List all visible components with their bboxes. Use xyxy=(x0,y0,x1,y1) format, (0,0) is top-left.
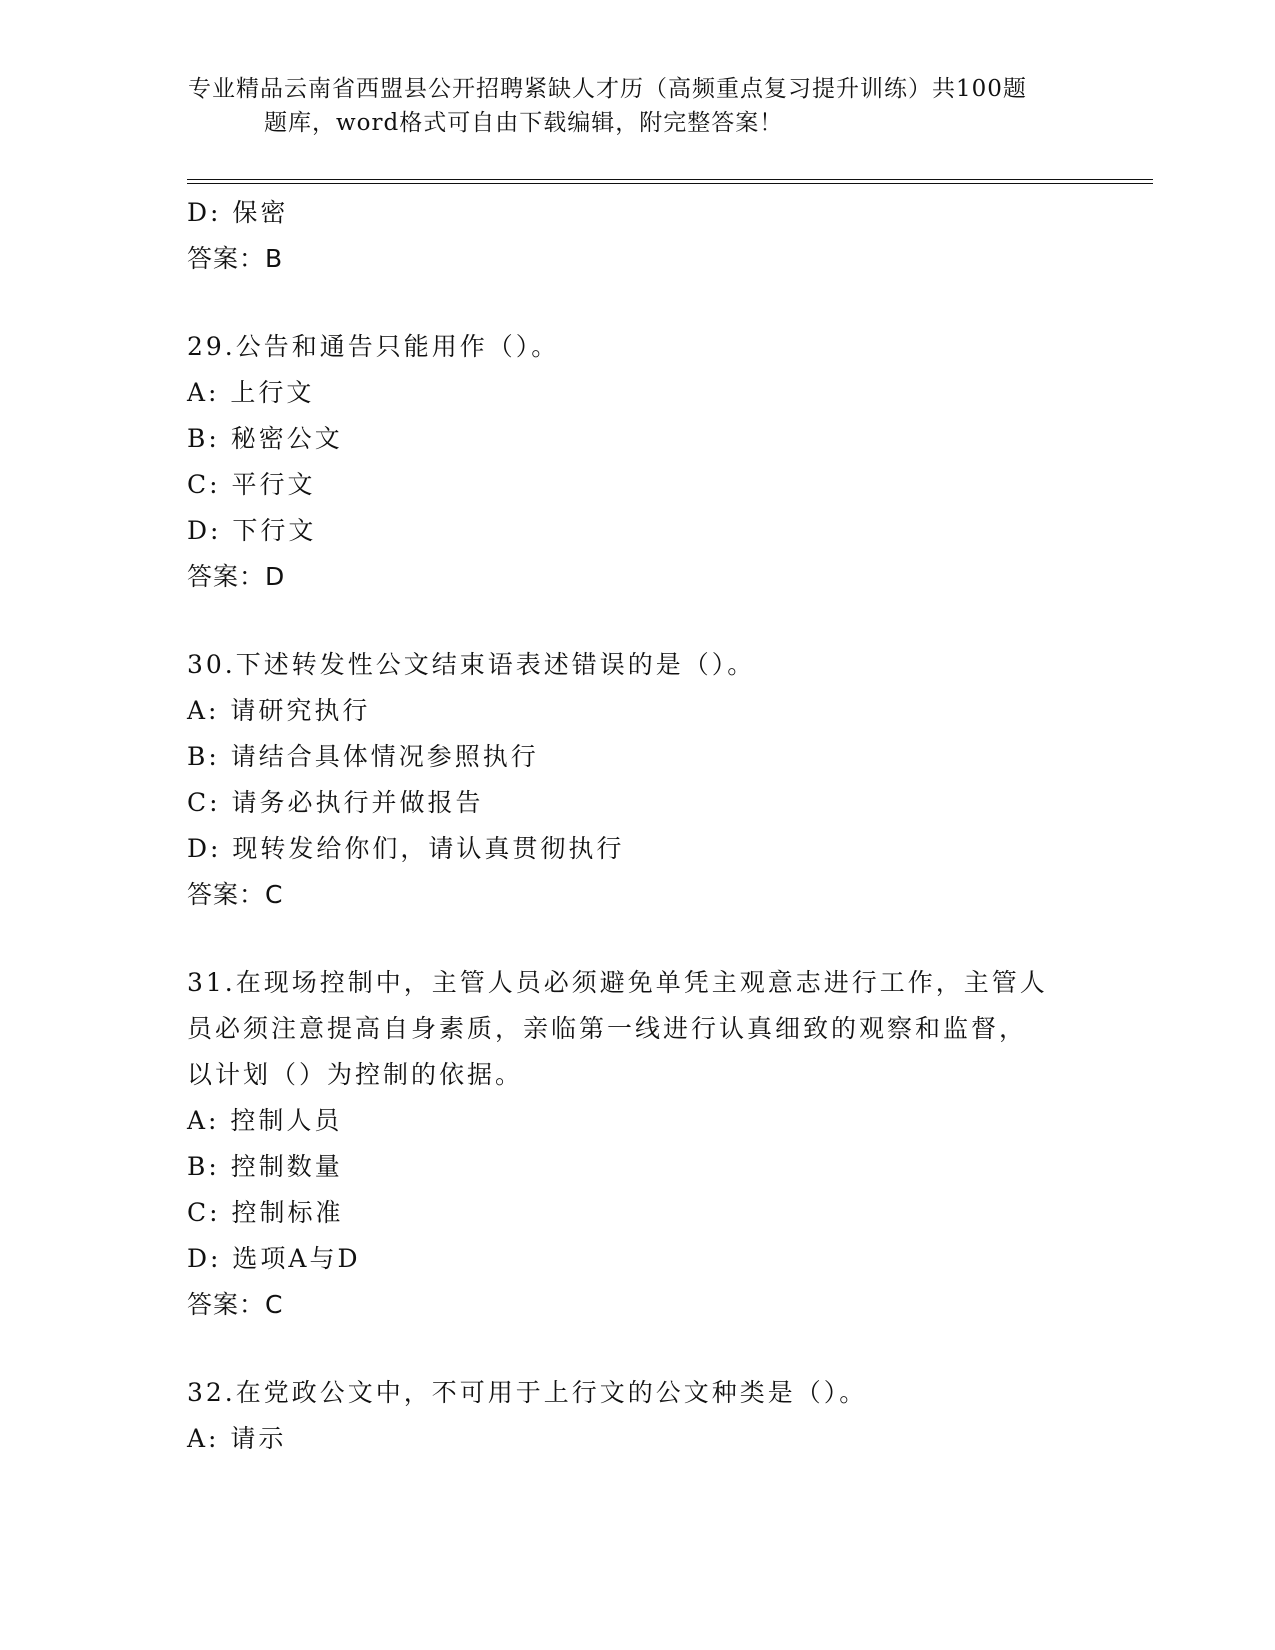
option-b: B: 控制数量 xyxy=(187,1152,343,1181)
answer-text: 答案：D xyxy=(187,562,286,591)
option-d: D: 选项A与D xyxy=(187,1244,361,1273)
header-rule-bottom xyxy=(187,183,1153,184)
answer-text: 答案：C xyxy=(187,880,284,909)
question-text-line-3: 以计划（）为控制的依据。 xyxy=(187,1060,524,1089)
option-a: A: 上行文 xyxy=(187,378,315,407)
header-rule-top xyxy=(187,179,1153,180)
option-b: B: 请结合具体情况参照执行 xyxy=(187,742,539,771)
question-text: 30.下述转发性公文结束语表述错误的是（）。 xyxy=(187,650,756,679)
question-text: 32.在党政公文中，不可用于上行文的公文种类是（）。 xyxy=(187,1378,868,1407)
answer-text: 答案：C xyxy=(187,1290,284,1319)
answer-text: 答案：B xyxy=(187,244,284,273)
question-text: 29.公告和通告只能用作（）。 xyxy=(187,332,560,361)
question-list xyxy=(187,190,1087,1462)
option-c: C: 请务必执行并做报告 xyxy=(187,788,484,817)
question-30 xyxy=(187,642,1087,918)
option-d: D: 下行文 xyxy=(187,516,317,545)
option-a: A: 控制人员 xyxy=(187,1106,343,1135)
option-b: B: 秘密公文 xyxy=(187,424,343,453)
option-c: C: 控制标准 xyxy=(187,1198,344,1227)
option-a: A: 请示 xyxy=(187,1424,287,1453)
question-text-line-1: 31.在现场控制中，主管人员必须避免单凭主观意志进行工作，主管人 xyxy=(187,968,1048,997)
document-title-line-2: 题库，word格式可自由下载编辑，附完整答案！ xyxy=(264,110,784,136)
option-a: A: 请研究执行 xyxy=(187,696,371,725)
option-c: C: 平行文 xyxy=(187,470,316,499)
option-d: D: 现转发给你们，请认真贯彻执行 xyxy=(187,834,625,863)
document-title-line-1: 专业精品云南省西盟县公开招聘紧缺人才历（高频重点复习提升训练）共100题 xyxy=(188,76,1027,102)
question-29 xyxy=(187,324,1087,600)
question-31 xyxy=(187,960,1087,1328)
question-32 xyxy=(187,1370,1087,1462)
question-text-line-2: 员必须注意提高自身素质，亲临第一线进行认真细致的观察和监督， xyxy=(187,1014,1028,1043)
option-d: D: 保密 xyxy=(187,198,289,227)
document-header xyxy=(188,72,1088,140)
